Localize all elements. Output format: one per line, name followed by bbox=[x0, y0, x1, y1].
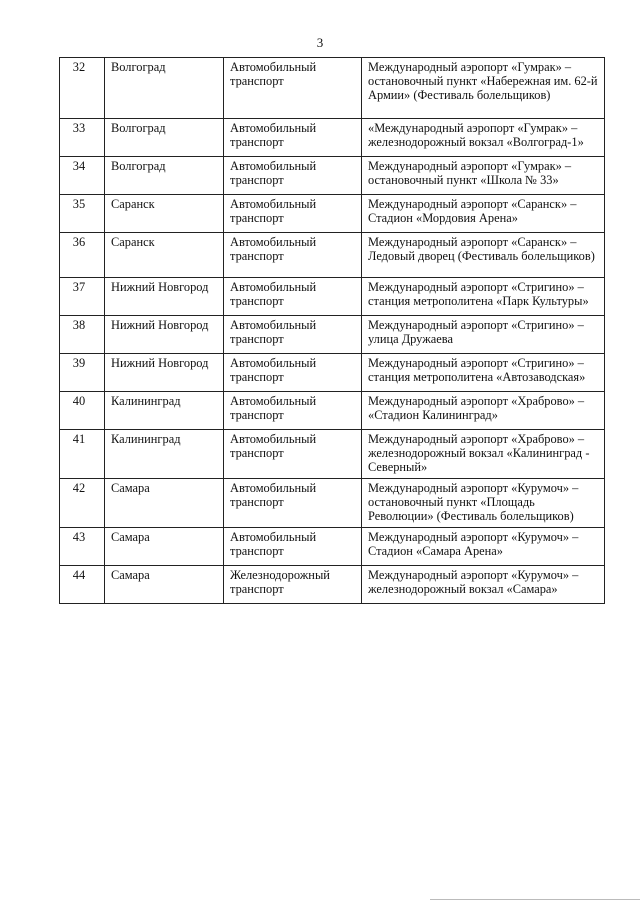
table-row bbox=[60, 354, 605, 392]
row-city: Нижний Новгород bbox=[105, 354, 224, 392]
page-number: 3 bbox=[316, 35, 324, 50]
row-number: 34 bbox=[60, 157, 105, 195]
row-city: Волгоград bbox=[105, 157, 224, 195]
row-city: Волгоград bbox=[105, 58, 224, 119]
row-number: 42 bbox=[60, 479, 105, 528]
table-row bbox=[60, 430, 605, 479]
row-route: Международный аэропорт «Гумрак» – остановочный пункт «Школа № 33» bbox=[362, 157, 605, 195]
row-number: 43 bbox=[60, 528, 105, 566]
table-row bbox=[60, 195, 605, 233]
table-row bbox=[60, 233, 605, 278]
row-route: Международный аэропорт «Курумоч» – Стадион «Самара Арена» bbox=[362, 528, 605, 566]
row-route: «Международный аэропорт «Гумрак» – железнодорожный вокзал «Волгоград-1» bbox=[362, 119, 605, 157]
row-transport: Автомобильный транспорт bbox=[224, 195, 362, 233]
routes-table-body bbox=[60, 58, 605, 604]
row-number: 32 bbox=[60, 58, 105, 119]
row-transport: Железнодорожный транспорт bbox=[224, 566, 362, 604]
row-city: Саранск bbox=[105, 195, 224, 233]
row-city: Волгоград bbox=[105, 119, 224, 157]
row-transport: Автомобильный транспорт bbox=[224, 528, 362, 566]
row-city: Нижний Новгород bbox=[105, 316, 224, 354]
table-row bbox=[60, 58, 605, 119]
row-city: Нижний Новгород bbox=[105, 278, 224, 316]
row-route: Международный аэропорт «Гумрак» – остановочный пункт «Набережная им. 62-й Армии» (Фестиваль болельщиков) bbox=[362, 58, 605, 119]
row-city: Самара bbox=[105, 479, 224, 528]
row-route: Международный аэропорт «Курумоч» – железнодорожный вокзал «Самара» bbox=[362, 566, 605, 604]
table-row bbox=[60, 119, 605, 157]
table-row bbox=[60, 157, 605, 195]
table-row bbox=[60, 566, 605, 604]
row-transport: Автомобильный транспорт bbox=[224, 157, 362, 195]
row-transport: Автомобильный транспорт bbox=[224, 316, 362, 354]
row-transport: Автомобильный транспорт bbox=[224, 233, 362, 278]
row-city: Самара bbox=[105, 566, 224, 604]
table-row bbox=[60, 528, 605, 566]
row-number: 37 bbox=[60, 278, 105, 316]
row-transport: Автомобильный транспорт bbox=[224, 354, 362, 392]
row-route: Международный аэропорт «Курумоч» – остановочный пункт «Площадь Революции» (Фестиваль болельщиков) bbox=[362, 479, 605, 528]
row-route: Международный аэропорт «Храброво» – железнодорожный вокзал «Калининград - Северный» bbox=[362, 430, 605, 479]
row-route: Международный аэропорт «Саранск» – Ледовый дворец (Фестиваль болельщиков) bbox=[362, 233, 605, 278]
row-number: 33 bbox=[60, 119, 105, 157]
row-transport: Автомобильный транспорт bbox=[224, 392, 362, 430]
table-row bbox=[60, 392, 605, 430]
table-row bbox=[60, 479, 605, 528]
row-city: Саранск bbox=[105, 233, 224, 278]
routes-table bbox=[59, 57, 605, 604]
row-city: Самара bbox=[105, 528, 224, 566]
table-row bbox=[60, 278, 605, 316]
row-number: 44 bbox=[60, 566, 105, 604]
row-city: Калининград bbox=[105, 392, 224, 430]
row-number: 41 bbox=[60, 430, 105, 479]
row-transport: Автомобильный транспорт bbox=[224, 278, 362, 316]
row-city: Калининград bbox=[105, 430, 224, 479]
row-number: 35 bbox=[60, 195, 105, 233]
row-number: 38 bbox=[60, 316, 105, 354]
row-route: Международный аэропорт «Стригино» – станция метрополитена «Парк Культуры» bbox=[362, 278, 605, 316]
row-route: Международный аэропорт «Храброво» – «Стадион Калининград» bbox=[362, 392, 605, 430]
row-transport: Автомобильный транспорт bbox=[224, 58, 362, 119]
table-row bbox=[60, 316, 605, 354]
row-number: 40 bbox=[60, 392, 105, 430]
row-transport: Автомобильный транспорт bbox=[224, 479, 362, 528]
row-route: Международный аэропорт «Стригино» – станция метрополитена «Автозаводская» bbox=[362, 354, 605, 392]
row-route: Международный аэропорт «Саранск» – Стадион «Мордовия Арена» bbox=[362, 195, 605, 233]
row-route: Международный аэропорт «Стригино» – улица Дружаева bbox=[362, 316, 605, 354]
row-number: 36 bbox=[60, 233, 105, 278]
row-transport: Автомобильный транспорт bbox=[224, 430, 362, 479]
row-transport: Автомобильный транспорт bbox=[224, 119, 362, 157]
row-number: 39 bbox=[60, 354, 105, 392]
